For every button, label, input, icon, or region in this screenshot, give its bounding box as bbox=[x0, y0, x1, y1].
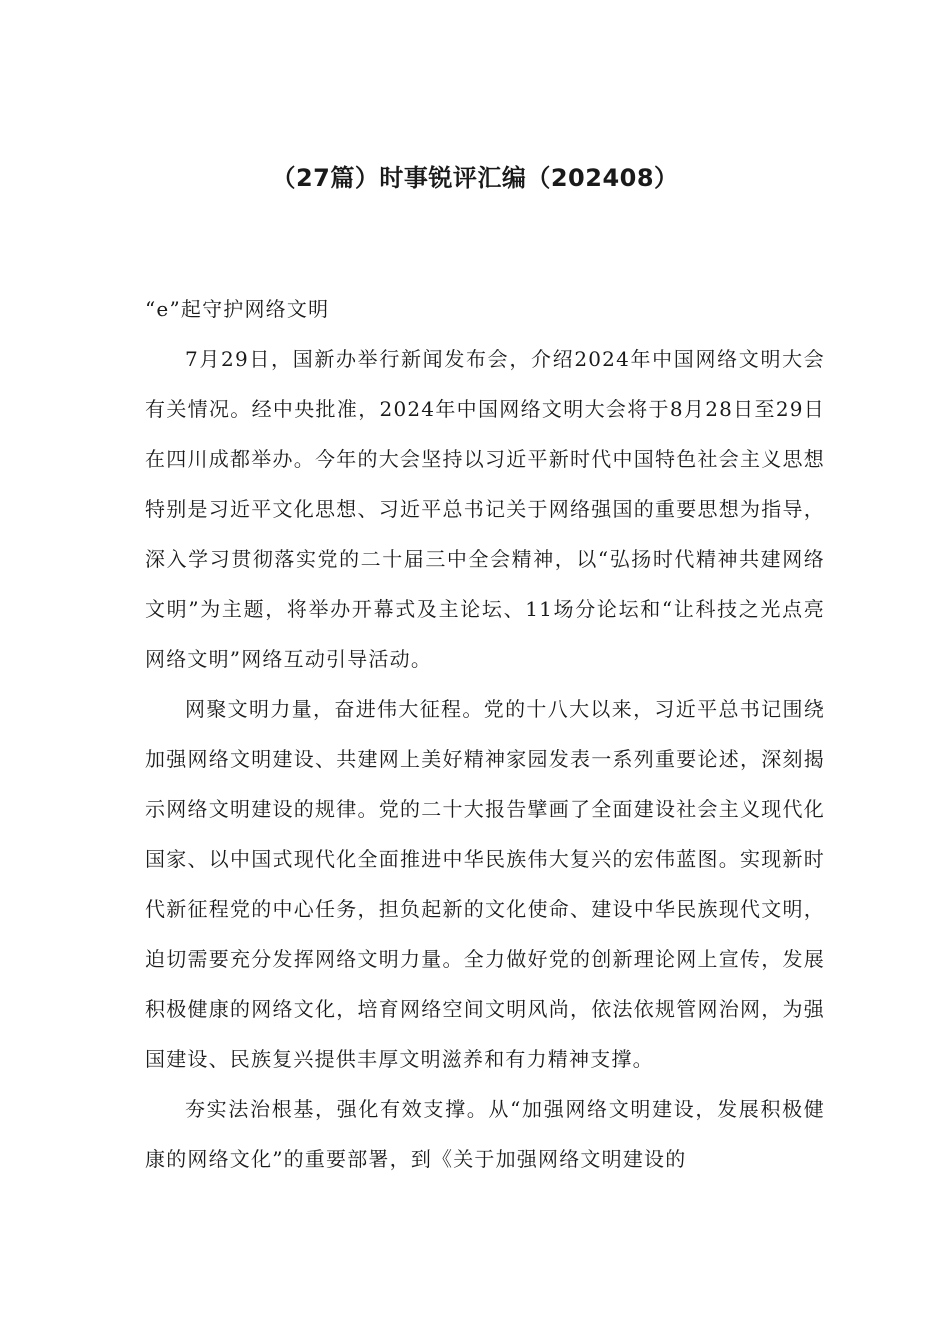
article-subtitle: “e”起守护网络文明 bbox=[145, 297, 330, 321]
document-title: （27篇）时事锐评汇编（202408） bbox=[271, 164, 679, 192]
paragraph-2: 网聚文明力量，奋进伟大征程。党的十八大以来，习近平总书记围绕加强网络文明建设、共建网上美好精神家园发表一系列重要论述，深刻揭示网络文明建设的规律。党的二十大报告擘画了全面建设社会主义现代化国家、以中国式现代化全面推进中华民族伟大复兴的宏伟蓝图。实现新时代新征程党的中心任务，担负起新的文化使命、建设中华民族现代文明，迫切需要充分发挥网络文明力量。全力做好党的创新理论网上宣传，发展积极健康的网络文化，培育网络空间文明风尚，依法依规管网治网，为强国建设、民族复兴提供丰厚文明滋养和有力精神支撑。 bbox=[145, 697, 825, 1071]
paragraph-3: 夯实法治根基，强化有效支撑。从“加强网络文明建设，发展积极健康的网络文化”的重要部署，到《关于加强网络文明建设的 bbox=[145, 1097, 825, 1171]
document-body bbox=[145, 284, 825, 1184]
paragraph-1: 7月29日，国新办举行新闻发布会，介绍2024年中国网络文明大会有关情况。经中央批准，2024年中国网络文明大会将于8月28日至29日在四川成都举办。今年的大会坚持以习近平新时代中国特色社会主义思想特别是习近平文化思想、习近平总书记关于网络强国的重要思想为指导，深入学习贯彻落实党的二十届三中全会精神，以“弘扬时代精神共建网络文明”为主题，将举办开幕式及主论坛、11场分论坛和“让科技之光点亮网络文明”网络互动引导活动。 bbox=[145, 347, 825, 671]
